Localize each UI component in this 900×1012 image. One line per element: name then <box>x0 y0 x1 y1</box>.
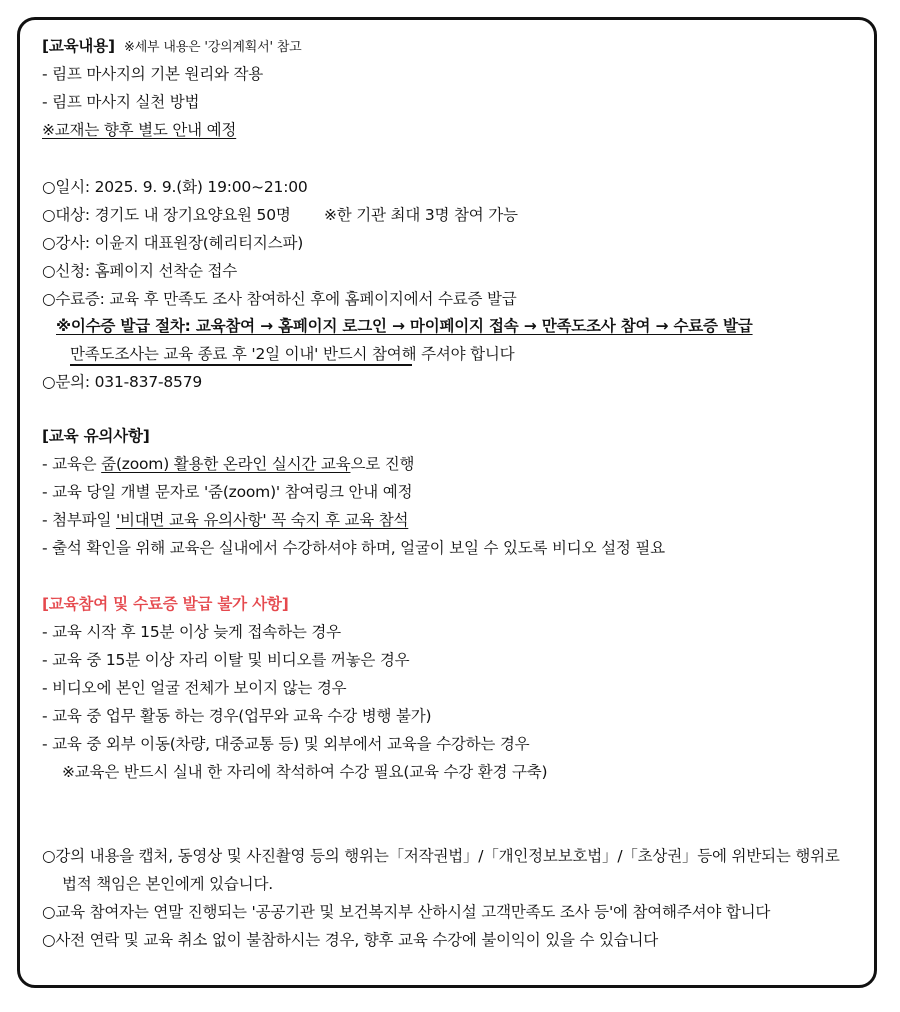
info-instructor: ○강사: 이윤지 대표원장(헤리티지스파) <box>42 234 304 252</box>
not-allowed-note: ※교육은 반드시 실내 한 자리에 착석하여 수강 필요(교육 수강 환경 구축) <box>62 763 548 781</box>
info-apply: ○신청: 홈페이지 선착순 접수 <box>42 262 238 280</box>
not-allowed-item: - 비디오에 본인 얼굴 전체가 보이지 않는 경우 <box>42 679 347 697</box>
course-content-note: ※세부 내용은 '강의계획서' 참고 <box>124 40 302 55</box>
copyright-notice: ○강의 내용을 캡처, 동영상 및 사진촬영 등의 행위는「저작권법」/「개인정보보호법」/「초상권」등에 위반되는 행위로 <box>42 847 840 865</box>
info-date: ○일시: 2025. 9. 9.(화) 19:00~21:00 <box>42 178 308 196</box>
notice-frame <box>17 17 877 988</box>
copyright-notice-cont: 법적 책임은 본인에게 있습니다. <box>62 875 273 893</box>
info-certificate: ○수료증: 교육 후 만족도 조사 참여하신 후에 홈페이지에서 수료증 발급 <box>42 290 517 308</box>
textbook-note: ※교재는 향후 별도 안내 예정 <box>42 121 237 139</box>
course-content-item: - 림프 마사지 실천 방법 <box>42 93 200 111</box>
precaution-item1-suffix: 으로 진행 <box>350 455 415 473</box>
precautions-heading: [교육 유의사항] <box>42 427 150 445</box>
certificate-procedure: ※이수증 발급 절차: 교육참여 → 홈페이지 로그인 → 마이페이지 접속 → 만족도조사 참여 → 수료증 발급 <box>56 317 753 335</box>
precaution-item <box>42 510 408 530</box>
survey-deadline <box>70 344 514 364</box>
course-content-heading: [교육내용] <box>42 37 115 55</box>
survey-deadline-underlined: 만족도조사는 교육 종료 후 '2일 이내' 반드시 참여 <box>70 345 402 363</box>
info-target: ○대상: 경기도 내 장기요양요원 50명 <box>42 206 291 224</box>
precaution-item1-prefix: - 교육은 <box>42 455 102 473</box>
not-allowed-item: - 교육 중 외부 이동(차량, 대중교통 등) 및 외부에서 교육을 수강하는 경우 <box>42 735 530 753</box>
not-allowed-item: - 교육 중 15분 이상 자리 이탈 및 비디오를 꺼놓은 경우 <box>42 651 410 669</box>
precaution-item <box>42 454 414 474</box>
info-contact: ○문의: 031-837-8579 <box>42 373 203 391</box>
course-content-item: - 림프 마사지의 기본 원리와 작용 <box>42 65 264 83</box>
precaution-item3-prefix: - 첨부파일 <box>42 511 116 529</box>
not-allowed-item: - 교육 중 업무 활동 하는 경우(업무와 교육 수강 병행 불가) <box>42 707 432 725</box>
cancellation-notice: ○사전 연락 및 교육 취소 없이 불참하시는 경우, 향후 교육 수강에 불이익이 있을 수 있습니다 <box>42 931 659 949</box>
precaution-item: - 출석 확인을 위해 교육은 실내에서 수강하셔야 하며, 얼굴이 보일 수 있도록 비디오 설정 필요 <box>42 539 665 557</box>
precaution-item3-underlined: '비대면 교육 유의사항' 꼭 숙지 후 교육 참석 <box>115 511 409 529</box>
precaution-item: - 교육 당일 개별 문자로 '줌(zoom)' 참여링크 안내 예정 <box>42 483 413 501</box>
not-allowed-heading: [교육참여 및 수료증 발급 불가 사항] <box>42 595 289 613</box>
survey-participation-notice: ○교육 참여자는 연말 진행되는 '공공기관 및 보건복지부 산하시설 고객만족도 조사 등'에 참여해주셔야 합니다 <box>42 903 771 921</box>
survey-deadline-underline <box>70 364 412 366</box>
info-target-note: ※한 기관 최대 3명 참여 가능 <box>324 206 518 224</box>
survey-deadline-rest: 해 주셔야 합니다 <box>401 345 515 363</box>
precaution-item1-underlined: 줌(zoom) 활용한 온라인 실시간 교육 <box>101 455 351 473</box>
not-allowed-item: - 교육 시작 후 15분 이상 늦게 접속하는 경우 <box>42 623 341 641</box>
